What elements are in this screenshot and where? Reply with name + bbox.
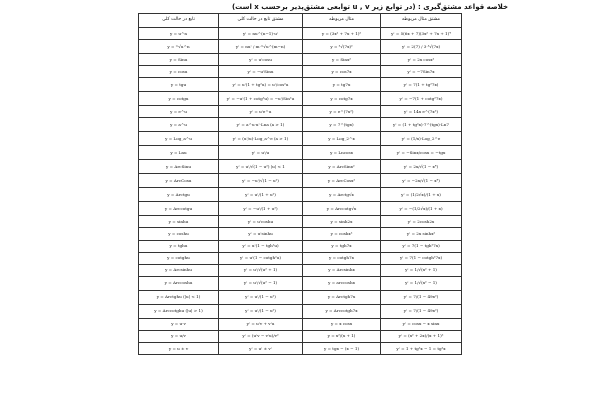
example-derivative-cell: y' = 7(1 + tg²7x): [381, 78, 462, 92]
example-derivative-cell: y' = (1/2√x)/(1 + x): [381, 188, 462, 202]
general-function-cell: y = Sinu: [139, 54, 219, 66]
general-derivative-cell: y' = u'(1 − cotgh²u): [219, 252, 303, 264]
example-derivative-cell: y' = 2(7) / 3·³√(7x): [381, 40, 462, 54]
example-cell: y = Log_2^x: [303, 132, 381, 146]
example-derivative-cell: y' = 2cosh2x: [381, 216, 462, 228]
table-row: [139, 264, 462, 276]
general-derivative-cell: y' = u'/(1 − u²): [219, 304, 303, 318]
example-cell: y = cos7x: [303, 66, 381, 78]
general-derivative-cell: y' = u'(1 + tg²u) = u'/cos²u: [219, 78, 303, 92]
example-cell: y = x²/(x + 1): [303, 330, 381, 342]
table-row: [139, 330, 462, 342]
table-row: [139, 132, 462, 146]
header-example: مثال مربوطه: [303, 14, 381, 28]
general-derivative-cell: y' = a^u·u'·Lna (a > 1): [219, 118, 303, 132]
general-derivative-cell: y' = nu' / m·ᵐ√u^(m−n): [219, 40, 303, 54]
example-derivative-cell: y' = −2x/√(1 − x⁴): [381, 174, 462, 188]
general-function-cell: y = Lnu: [139, 146, 219, 160]
general-function-cell: y = Arctghu (|u| < 1): [139, 290, 219, 304]
example-cell: y = 7^(tgx): [303, 118, 381, 132]
table-row: [139, 276, 462, 290]
table-row: [139, 216, 462, 228]
example-cell: y = tgx − (x − 1): [303, 343, 381, 355]
general-derivative-cell: y' = nu^(n−1)·u': [219, 28, 303, 40]
table-row: [139, 252, 462, 264]
example-cell: y = x cosx: [303, 318, 381, 330]
table-row: [139, 66, 462, 78]
example-derivative-cell: y' = −(1/2√x)/(1 + x): [381, 202, 462, 216]
header-general-derivative: مشتق تابع در حالت کلی: [219, 14, 303, 28]
example-derivative-cell: y' = 5(6x + 7)(3x² + 7x + 1)⁴: [381, 28, 462, 40]
general-derivative-cell: y' = u'e^u: [219, 106, 303, 118]
general-function-cell: y = sinhu: [139, 216, 219, 228]
example-derivative-cell: y' = (x² + 2x)/(x + 1)²: [381, 330, 462, 342]
general-derivative-cell: y' = (u'v − v'u)/v²: [219, 330, 303, 342]
example-cell: y = Arccotgh7x: [303, 304, 381, 318]
table-row: [139, 92, 462, 106]
example-derivative-cell: y' = −7Sin7x: [381, 66, 462, 78]
table-row: [139, 202, 462, 216]
table-row: [139, 146, 462, 160]
example-cell: y = Arccotg√x: [303, 202, 381, 216]
example-cell: y = (3x² + 7x + 1)⁵: [303, 28, 381, 40]
general-derivative-cell: y' = (u'/u)·Log_a^e (a > 1): [219, 132, 303, 146]
general-derivative-cell: y' = u'sinhu: [219, 228, 303, 240]
example-derivative-cell: y' = −7(1 + cotg²7x): [381, 92, 462, 106]
table-row: [139, 78, 462, 92]
header-general-function: تابع در حالت کلی: [139, 14, 219, 28]
example-derivative-cell: y' = −Sinx/cosx = −tgx: [381, 146, 462, 160]
general-function-cell: y = ArcCosu: [139, 174, 219, 188]
table-row: [139, 240, 462, 252]
general-derivative-cell: y' = u'/√(u² + 1): [219, 264, 303, 276]
general-derivative-cell: y' = u'cosu: [219, 54, 303, 66]
general-function-cell: y = u/v: [139, 330, 219, 342]
example-cell: y = Sinx²: [303, 54, 381, 66]
example-derivative-cell: y' = 7/(1 − 49x²): [381, 304, 462, 318]
table-row: [139, 106, 462, 118]
table-row: [139, 290, 462, 304]
header-example-derivative: مشتق مثال مربوطه: [381, 14, 462, 28]
example-cell: y = coshx²: [303, 228, 381, 240]
general-function-cell: y = ArcSinu: [139, 160, 219, 174]
general-derivative-cell: y' = u'v + v'u: [219, 318, 303, 330]
general-function-cell: y = cotgu: [139, 92, 219, 106]
table-row: [139, 174, 462, 188]
general-derivative-cell: y' = u' ± v': [219, 343, 303, 355]
example-derivative-cell: y' = (1 + tg²x)·7^(tgx)·Ln7: [381, 118, 462, 132]
general-derivative-cell: y' = u'/(1 − u²): [219, 290, 303, 304]
example-cell: y = Lncosx: [303, 146, 381, 160]
general-function-cell: y = e^u: [139, 106, 219, 118]
table-row: [139, 228, 462, 240]
general-derivative-cell: y' = −u'(1 + cotg²u) = −u'/Sin²u: [219, 92, 303, 106]
general-derivative-cell: y' = −u'/√(1 − u²): [219, 174, 303, 188]
example-cell: y = Arctgh7x: [303, 290, 381, 304]
general-function-cell: y = Log_a^u: [139, 132, 219, 146]
table-row: [139, 40, 462, 54]
general-function-cell: y = a^u: [139, 118, 219, 132]
table-body: [139, 28, 462, 355]
example-derivative-cell: y' = 2x cosx²: [381, 54, 462, 66]
example-derivative-cell: y' = 1 + tg²x − 1 = tg²x: [381, 343, 462, 355]
general-function-cell: y = tgu: [139, 78, 219, 92]
example-cell: y = cotgh7x: [303, 252, 381, 264]
example-derivative-cell: y' = cosx − x sinx: [381, 318, 462, 330]
general-function-cell: y = ᵐ√u^n: [139, 40, 219, 54]
example-cell: y = tg7x: [303, 78, 381, 92]
general-function-cell: y = Arccoshu: [139, 276, 219, 290]
general-derivative-cell: y' = u'coshu: [219, 216, 303, 228]
example-cell: y = ArcSinx²: [303, 160, 381, 174]
example-derivative-cell: y' = 7/(1 − 49x²): [381, 290, 462, 304]
general-derivative-cell: y' = u'/√(u² − 1): [219, 276, 303, 290]
example-derivative-cell: y' = 14x e^(7x²): [381, 106, 462, 118]
example-derivative-cell: y' = 2x/√(1 − x⁴): [381, 160, 462, 174]
example-derivative-cell: y' = 7(1 − cotgh²7x): [381, 252, 462, 264]
general-function-cell: y = cosu: [139, 66, 219, 78]
general-function-cell: y = coshu: [139, 228, 219, 240]
derivative-rules-table: [138, 13, 462, 355]
general-function-cell: y = Arctgu: [139, 188, 219, 202]
example-cell: y = sinh2x: [303, 216, 381, 228]
general-derivative-cell: y' = −u'/(1 + u²): [219, 202, 303, 216]
table-row: [139, 318, 462, 330]
example-cell: y = arccoshx: [303, 276, 381, 290]
table-row: [139, 28, 462, 40]
example-derivative-cell: y' = (1/x)·Log_2^e: [381, 132, 462, 146]
example-cell: y = e^(7x²): [303, 106, 381, 118]
example-derivative-cell: y' = 1/√(x² + 1): [381, 264, 462, 276]
example-cell: y = cotg7x: [303, 92, 381, 106]
example-cell: y = tgh7x: [303, 240, 381, 252]
example-cell: y = ³√(7x)²: [303, 40, 381, 54]
general-derivative-cell: y' = −u'Sinu: [219, 66, 303, 78]
general-derivative-cell: y' = u'/u: [219, 146, 303, 160]
general-function-cell: y = Arcsinhu: [139, 264, 219, 276]
example-cell: y = Arcsinhx: [303, 264, 381, 276]
general-function-cell: y = Arccotgu: [139, 202, 219, 216]
general-function-cell: y = cotghu: [139, 252, 219, 264]
general-derivative-cell: y' = u'/√(1 − u²) |u| < 1: [219, 160, 303, 174]
general-derivative-cell: y' = u'/(1 + u²): [219, 188, 303, 202]
table-row: [139, 343, 462, 355]
general-function-cell: y = Arccotghu (|u| > 1): [139, 304, 219, 318]
document-title: خلاصه قواعد مشتق‌گیری : (در توابع زیر u , v توابعی مشتق‌پذیر برحسب x است): [231, 3, 508, 11]
example-derivative-cell: y' = 1/√(x² − 1): [381, 276, 462, 290]
table-row: [139, 188, 462, 202]
general-function-cell: y = u·v: [139, 318, 219, 330]
example-cell: y = ArcCosx²: [303, 174, 381, 188]
table-header-row: [139, 14, 462, 28]
general-function-cell: y = u^n: [139, 28, 219, 40]
example-cell: y = Arctg√x: [303, 188, 381, 202]
table-row: [139, 160, 462, 174]
general-function-cell: y = tghu: [139, 240, 219, 252]
table-row: [139, 304, 462, 318]
table-row: [139, 118, 462, 132]
general-function-cell: y = u ± v: [139, 343, 219, 355]
example-derivative-cell: y' = 2x sinhx²: [381, 228, 462, 240]
example-derivative-cell: y' = 7(1 − tgh²7x): [381, 240, 462, 252]
general-derivative-cell: y' = u'(1 − tgh²u): [219, 240, 303, 252]
table-row: [139, 54, 462, 66]
